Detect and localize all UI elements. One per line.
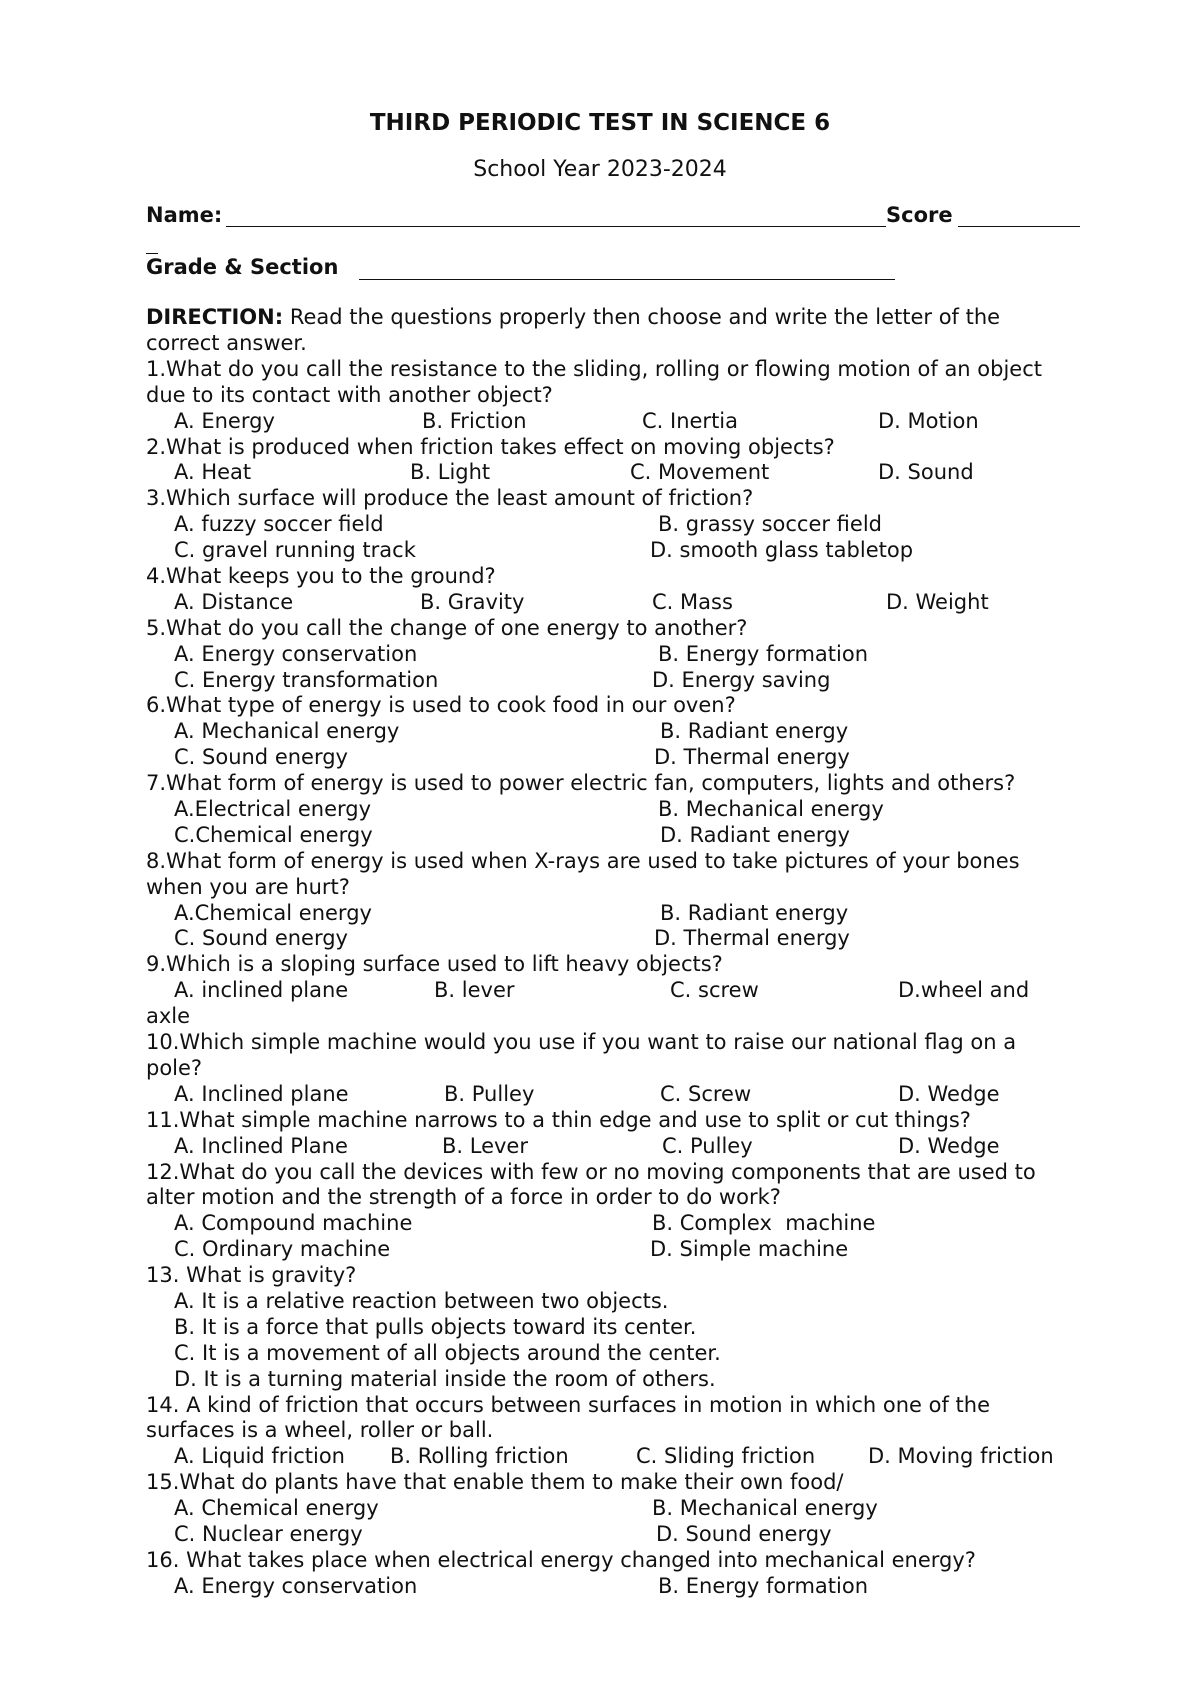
- option-d: D. Energy saving: [652, 667, 831, 692]
- option-b: B. Gravity: [420, 589, 525, 614]
- question-stem: 1.What do you call the resistance to the sliding, rolling or flowing motion of an object due to its contact with another object?: [146, 356, 1043, 407]
- options-row: [146, 538, 1076, 564]
- options-row: [146, 1341, 1076, 1367]
- options-row: [146, 797, 1076, 823]
- option-d: D. Thermal energy: [654, 926, 850, 951]
- question-stem: 4.What keeps you to the ground?: [146, 563, 496, 588]
- option-d: D. Thermal energy: [654, 745, 850, 770]
- option-b: B. grassy soccer field: [658, 512, 882, 537]
- options-row: [146, 823, 1076, 849]
- direction: [146, 305, 1076, 357]
- option-a: A. Inclined Plane: [174, 1133, 348, 1158]
- question-stem: 14. A kind of friction that occurs between surfaces in motion in which one of the surfaces is a wheel, roller or ball.: [146, 1392, 991, 1443]
- option-a: A. Liquid friction: [174, 1444, 345, 1469]
- option-b: B. Mechanical energy: [658, 796, 884, 821]
- option-a: A. inclined plane: [174, 978, 349, 1003]
- option-d: D. Weight: [886, 589, 989, 614]
- question-stem: 11.What simple machine narrows to a thin edge and use to split or cut things?: [146, 1107, 971, 1132]
- options-row: [146, 668, 1076, 694]
- option-d: D. smooth glass tabletop: [650, 538, 914, 563]
- question-stem: 10.Which simple machine would you use if you want to raise our national flag on a pole?: [146, 1030, 1017, 1080]
- options-row: [146, 901, 1076, 927]
- option-b: B. Friction: [422, 408, 527, 433]
- option-d: D.wheel and: [898, 978, 1030, 1003]
- option-c: C. Screw: [660, 1081, 752, 1106]
- question-stem: 7.What form of energy is used to power electric fan, computers, lights and others?: [146, 771, 1016, 796]
- option-b: B. Light: [410, 460, 491, 485]
- option-b: B. Radiant energy: [660, 900, 849, 925]
- grade-section-blank-line: [359, 279, 895, 280]
- option-a: A. Mechanical energy: [174, 719, 400, 744]
- options-row: [146, 1522, 1076, 1548]
- option-c: C. Pulley: [662, 1133, 753, 1158]
- options-row: [146, 719, 1076, 745]
- options-row: [146, 512, 1076, 538]
- options-row: [146, 1134, 1076, 1160]
- options-row: [146, 642, 1076, 668]
- option-c: C. screw: [670, 978, 759, 1003]
- option-b: B. Energy formation: [658, 1573, 869, 1598]
- name-blank-line: [226, 226, 886, 227]
- options-row: [146, 745, 1076, 771]
- question-stem: 12.What do you call the devices with few or no moving components that are used to alter motion and the strength of a force in order to do work?: [146, 1159, 1036, 1210]
- options-row: [146, 409, 1076, 435]
- option-d: D. Simple machine: [650, 1237, 849, 1262]
- option-c: C.Chemical energy: [174, 822, 373, 847]
- option-d: D. Wedge: [898, 1081, 1000, 1106]
- options-row: [146, 1367, 1076, 1393]
- option-d: D. Motion: [878, 408, 979, 433]
- option-a: A. Distance: [174, 589, 294, 614]
- option-d: D. Moving friction: [868, 1444, 1054, 1469]
- school-year: School Year 2023-2024: [473, 157, 727, 182]
- question-stem: 9.Which is a sloping surface used to lift heavy objects?: [146, 952, 723, 977]
- grade-section-label: Grade & Section: [146, 255, 339, 279]
- direction-label: DIRECTION:: [146, 305, 284, 329]
- option-b: B. Lever: [442, 1133, 528, 1158]
- option-a: A. fuzzy soccer field: [174, 512, 384, 537]
- option-c: C. Sound energy: [174, 745, 348, 770]
- options-row: [146, 1237, 1076, 1263]
- option-b: B. Mechanical energy: [652, 1496, 878, 1521]
- option-a: A. It is a relative reaction between two objects.: [174, 1289, 669, 1313]
- question-stem: 16. What takes place when electrical energy changed into mechanical energy?: [146, 1547, 976, 1572]
- options-row: [146, 1082, 1076, 1108]
- name-label: Name:: [146, 203, 223, 227]
- option-b: B. lever: [434, 978, 515, 1003]
- options-row: [146, 1444, 1076, 1470]
- option-b: B. Rolling friction: [390, 1444, 569, 1469]
- question-stem: 13. What is gravity?: [146, 1263, 357, 1288]
- option-d: D. Wedge: [898, 1133, 1000, 1158]
- option-c: C. Ordinary machine: [174, 1237, 391, 1262]
- options-row: [146, 1289, 1076, 1315]
- question-stem: 6.What type of energy is used to cook food in our oven?: [146, 693, 736, 718]
- option-c: C. gravel running track: [174, 538, 416, 563]
- option-c: C. It is a movement of all objects around the center.: [174, 1340, 721, 1365]
- option-c: C. Sound energy: [174, 926, 348, 951]
- option-d: D. Sound energy: [656, 1522, 832, 1547]
- option-c: C. Mass: [652, 589, 733, 614]
- direction-text: Read the questions properly then choose and write the letter of the correct answer.: [146, 305, 1001, 355]
- option-a: A. Chemical energy: [174, 1496, 379, 1521]
- score-blank-line: [958, 226, 1080, 227]
- options-row: [146, 1315, 1076, 1341]
- option-d: D. It is a turning material inside the room of others.: [174, 1366, 716, 1391]
- option-c: C. Nuclear energy: [174, 1522, 363, 1547]
- option-a: A. Energy: [174, 408, 275, 433]
- option-a: A. Energy conservation: [174, 641, 418, 666]
- question-stem: 5.What do you call the change of one energy to another?: [146, 615, 748, 640]
- option-b: B. It is a force that pulls objects toward its center.: [174, 1314, 697, 1339]
- option-a: A.Electrical energy: [174, 796, 372, 821]
- options-row: [146, 1496, 1076, 1522]
- question-stem: 3.Which surface will produce the least amount of friction?: [146, 486, 754, 511]
- page-title: THIRD PERIODIC TEST IN SCIENCE 6: [369, 110, 831, 136]
- option-c: C. Energy transformation: [174, 667, 439, 692]
- options-row: [146, 926, 1076, 952]
- option-d: D. Radiant energy: [660, 822, 850, 847]
- option-a: A. Heat: [174, 460, 252, 485]
- question-stem: 8.What form of energy is used when X-rays are used to take pictures of your bones when you are hurt?: [146, 848, 1020, 899]
- option-a: A. Inclined plane: [174, 1081, 349, 1106]
- options-row: [146, 590, 1076, 616]
- question-stem: 15.What do plants have that enable them to make their own food/: [146, 1470, 844, 1495]
- option-b: B. Energy formation: [658, 641, 869, 666]
- option-d-continuation: axle: [146, 1004, 191, 1029]
- option-b: B. Pulley: [444, 1081, 535, 1106]
- option-a: A. Compound machine: [174, 1211, 413, 1236]
- option-c: C. Movement: [630, 460, 770, 485]
- questions-area: [146, 305, 1076, 1600]
- option-c: C. Inertia: [642, 408, 739, 433]
- option-b: B. Complex machine: [652, 1211, 876, 1236]
- options-row: [146, 460, 1076, 486]
- option-b: B. Radiant energy: [660, 719, 849, 744]
- options-row: [146, 1211, 1076, 1237]
- option-c: C. Sliding friction: [636, 1444, 816, 1469]
- option-a: A.Chemical energy: [174, 900, 372, 925]
- options-row: [146, 1574, 1076, 1600]
- question-stem: 2.What is produced when friction takes effect on moving objects?: [146, 434, 835, 459]
- score-label: Score: [886, 203, 953, 227]
- options-row: [146, 978, 1076, 1004]
- option-a: A. Energy conservation: [174, 1573, 418, 1598]
- option-d: D. Sound: [878, 460, 974, 485]
